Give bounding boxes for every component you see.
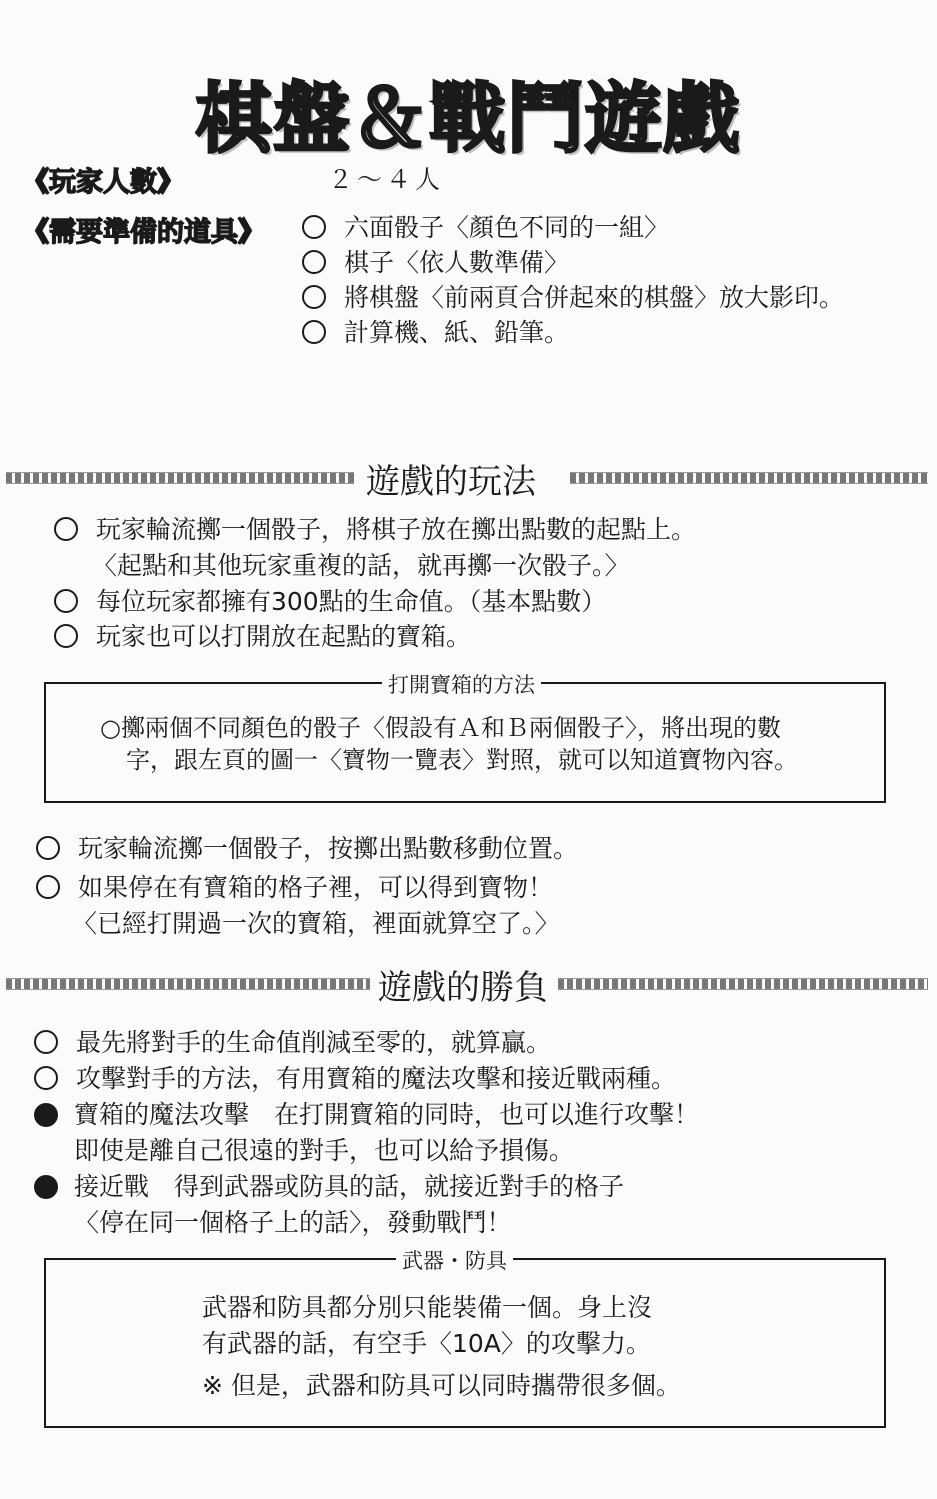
bullet-circle-icon — [54, 589, 78, 613]
rule-line: 最先將對手的生命值削減至零的，就算贏。 — [34, 1025, 551, 1061]
equipment-item: 六面骰子〈顏色不同的一組〉 — [302, 210, 669, 246]
treasure-method-text: 字，跟左頁的圖一〈寶物一覽表〉對照，就可以知道寶物內容。 — [126, 746, 798, 774]
weapons-armor-text: 武器和防具都分別只能裝備一個。身上沒 — [202, 1293, 653, 1322]
weapons-armor-text: 有武器的話，有空手〈10A〉的攻擊力。 — [202, 1329, 651, 1358]
rule-line: 接近戰 得到武器或防具的話，就接近對手的格子 — [34, 1169, 624, 1205]
treasure-method-text: ○擲兩個不同顏色的骰子〈假設有Ａ和Ｂ兩個骰子〉，將出現的數 — [100, 714, 781, 742]
bullet-circle-icon — [54, 517, 78, 541]
rule-line: 玩家輪流擲一個骰子，按擲出點數移動位置。 — [36, 831, 578, 867]
bullet-circle-icon — [36, 875, 60, 899]
bullet-filled-icon — [34, 1175, 58, 1199]
equipment-item: 棋子〈依人數準備〉 — [302, 245, 569, 281]
bullet-circle-icon — [302, 215, 326, 239]
rule-line: 寶箱的魔法攻擊 在打開寶箱的同時，也可以進行攻擊！ — [34, 1097, 699, 1133]
chain-divider-right — [558, 978, 928, 990]
chain-divider-left — [6, 978, 370, 990]
bullet-circle-icon — [34, 1066, 58, 1090]
rule-line: 即使是離自己很遠的對手，也可以給予損傷。 — [74, 1136, 575, 1165]
rule-line: 玩家也可以打開放在起點的寶箱。 — [54, 619, 471, 655]
weapons-armor-label: 武器・防具 — [396, 1245, 513, 1275]
treasure-method-label: 打開寶箱的方法 — [382, 669, 541, 699]
players-label: 《玩家人數》 — [22, 167, 184, 198]
page-title: 棋盤＆戰鬥遊戲 — [195, 74, 742, 163]
bullet-filled-icon — [34, 1103, 58, 1127]
bullet-circle-icon — [36, 836, 60, 860]
equipment-label: 《需要準備的道具》 — [22, 217, 265, 248]
bullet-circle-icon — [34, 1030, 58, 1054]
rule-line: 每位玩家都擁有300點的生命值。（基本點數） — [54, 584, 606, 620]
bullet-circle-icon — [302, 250, 326, 274]
section-heading-victory: 遊戲的勝負 — [378, 968, 548, 1008]
bullet-circle-icon — [302, 320, 326, 344]
rule-line: 玩家輪流擲一個骰子，將棋子放在擲出點數的起點上。 — [54, 512, 696, 548]
rule-line: 〈已經打開過一次的寶箱，裡面就算空了。〉 — [72, 909, 560, 938]
bullet-circle-icon — [54, 624, 78, 648]
rule-line: 〈起點和其他玩家重複的話，就再擲一次骰子。〉 — [92, 551, 630, 580]
equipment-item: 將棋盤〈前兩頁合併起來的棋盤〉放大影印。 — [302, 280, 844, 316]
equipment-item: 計算機、紙、鉛筆。 — [302, 315, 569, 351]
section-heading-how-to-play: 遊戲的玩法 — [366, 462, 536, 502]
rule-line: 〈停在同一個格子上的話〉，發動戰鬥！ — [74, 1208, 512, 1237]
players-value: ２～４人 — [328, 165, 445, 194]
bullet-circle-icon — [302, 285, 326, 309]
chain-divider-left — [6, 472, 354, 484]
weapons-armor-text: ※ 但是，武器和防具可以同時攜帶很多個。 — [202, 1371, 681, 1400]
chain-divider-right — [570, 472, 928, 484]
rule-line: 如果停在有寶箱的格子裡，可以得到寶物！ — [36, 870, 553, 906]
rule-line: 攻擊對手的方法，有用寶箱的魔法攻擊和接近戰兩種。 — [34, 1061, 676, 1097]
